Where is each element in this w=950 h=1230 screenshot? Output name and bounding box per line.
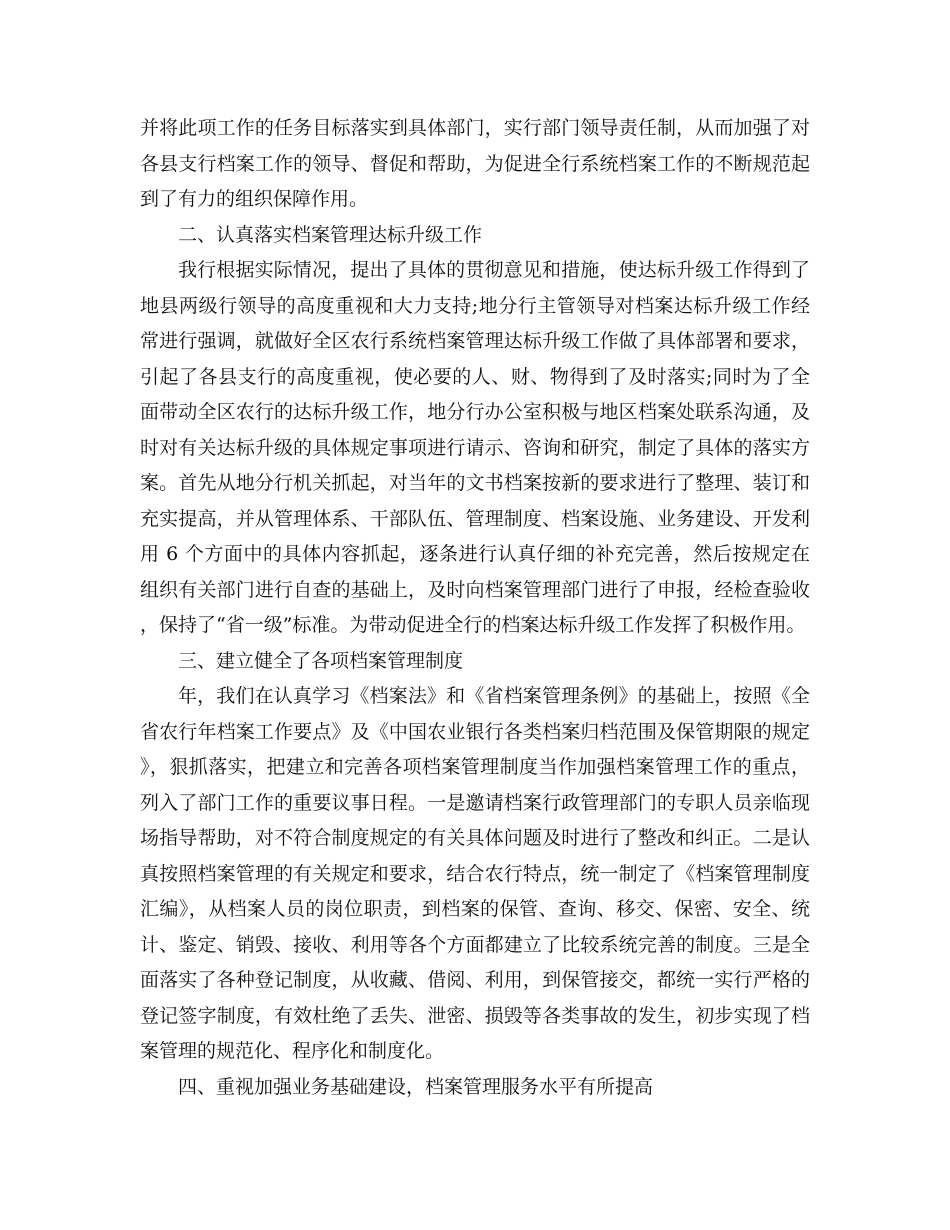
section-heading-2: 二、认真落实档案管理达标升级工作	[178, 223, 483, 246]
paragraph-section-2-body: 我行根据实际情况，提出了具体的贯彻意见和措施，使达标升级工作得到了地县两级行领导的高度重视和大力支持;地分行主管领导对档案达标升级工作经常进行强调，就做好全区农行系统档案管理达标升级工作做了具体部署和要求，引起了各县支行的高度重视，使必要的人、财、物得到了及时落实;同时为了全面带动全区农行的达标升级工作，地分行办公室积极与地区档案处联系沟通，及时对有关达标升级的具体规定事项进行请示、咨询和研究，制定了具体的落实方案。首先从地分行机关抓起，对当年的文书档案按新的要求进行了整理、装订和充实提高，并从管理体系、干部队伍、管理制度、档案设施、业务建设、开发利用 6 个方面中的具体内容抓起，逐条进行认真仔细的补充完善，然后按规定在组织有关部门进行自查的基础上，及时向档案管理部门进行了申报，经检查验收，保持了“省一级”标准。为带动促进全行的档案达标升级工作发挥了积极作用。	[140, 259, 810, 636]
paragraph-continuation: 并将此项工作的任务目标落实到具体部门，实行部门领导责任制，从而加强了对各县支行档案工作的领导、督促和帮助，为促进全行系统档案工作的不断规范起到了有力的组织保障作用。	[140, 117, 810, 210]
document-body	[140, 111, 810, 1105]
section-heading-3: 三、建立健全了各项档案管理制度	[178, 649, 464, 672]
paragraph-section-3-body: 年，我们在认真学习《档案法》和《省档案管理条例》的基础上，按照《全省农行年档案工作要点》及《中国农业银行各类档案归档范围及保管期限的规定》，狠抓落实，把建立和完善各项档案管理制度当作加强档案管理工作的重点，列入了部门工作的重要议事日程。一是邀请档案行政管理部门的专职人员亲临现场指导帮助，对不符合制度规定的有关具体问题及时进行了整改和纠正。二是认真按照档案管理的有关规定和要求，结合农行特点，统一制定了《档案管理制度汇编》，从档案人员的岗位职责，到档案的保管、查询、移交、保密、安全、统计、鉴定、销毁、接收、利用等各个方面都建立了比较系统完善的制度。三是全面落实了各种登记制度，从收藏、借阅、利用，到保管接交，都统一实行严格的登记签字制度，有效杜绝了丢失、泄密、损毁等各类事故的发生，初步实现了档案管理的规范化、程序化和制度化。	[140, 685, 810, 1062]
section-heading-4: 四、重视加强业务基础建设，档案管理服务水平有所提高	[178, 1075, 654, 1098]
